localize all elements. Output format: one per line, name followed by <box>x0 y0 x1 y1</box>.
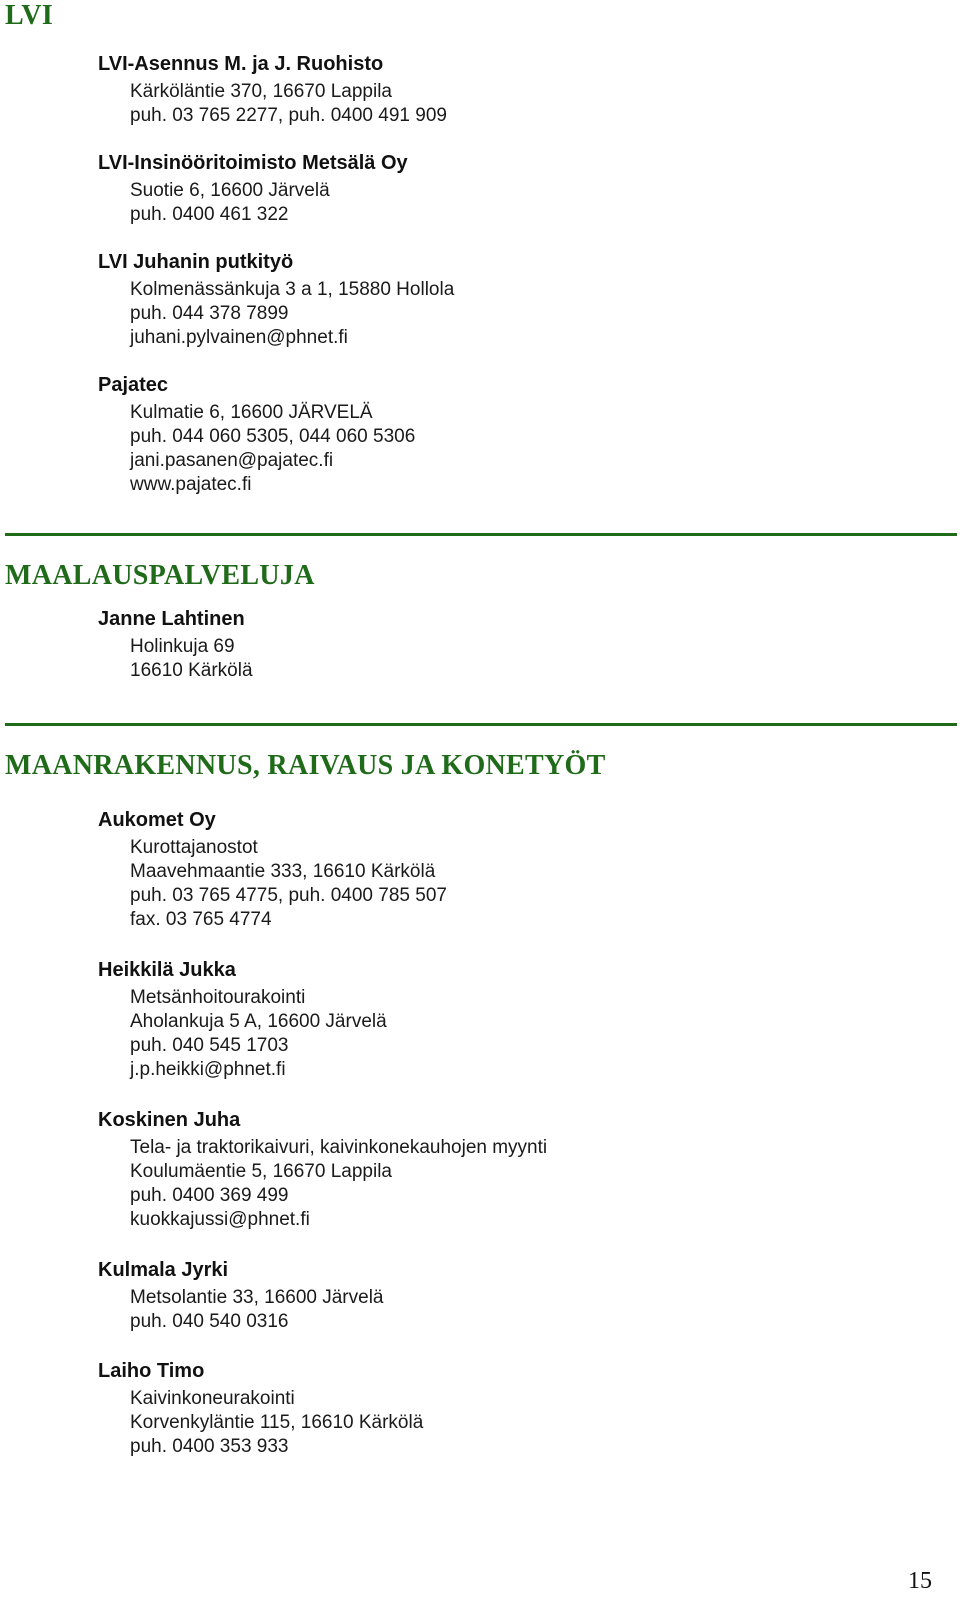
entry-phone: puh. 040 540 0316 <box>130 1311 289 1332</box>
entry-address: Metsolantie 33, 16600 Järvelä <box>130 1287 384 1308</box>
entry-address: Korvenkyläntie 115, 16610 Kärkölä <box>130 1412 424 1433</box>
entry-email[interactable]: kuokkajussi@phnet.fi <box>130 1209 310 1230</box>
entry-address: Maavehmaantie 333, 16610 Kärkölä <box>130 861 436 882</box>
entry-fax: fax. 03 765 4774 <box>130 909 272 930</box>
entry-service: Tela- ja traktorikaivuri, kaivinkonekauhojen myynti <box>130 1137 548 1158</box>
entry-address: Kärköläntie 370, 16670 Lappila <box>130 81 392 102</box>
section-title: LVI <box>5 0 54 31</box>
entry-name: Koskinen Juha <box>98 1109 241 1131</box>
entry-name: LVI-Insinööritoimisto Metsälä Oy <box>98 152 408 174</box>
entry-name: LVI Juhanin putkityö <box>98 251 294 273</box>
entry-name: Kulmala Jyrki <box>98 1259 229 1281</box>
entry-phone: puh. 040 545 1703 <box>130 1035 289 1056</box>
entry-name: Laiho Timo <box>98 1360 205 1382</box>
section-divider <box>5 723 957 726</box>
entry-phone: puh. 0400 369 499 <box>130 1185 289 1206</box>
entry-name: Pajatec <box>98 374 169 396</box>
entry-name: Aukomet Oy <box>98 809 216 831</box>
page-number: 15 <box>908 1568 932 1594</box>
entry-service: Kurottajanostot <box>130 837 258 858</box>
entry-name: Heikkilä Jukka <box>98 959 236 981</box>
entry-address: Aholankuja 5 A, 16600 Järvelä <box>130 1011 387 1032</box>
entry-website[interactable]: www.pajatec.fi <box>130 474 252 495</box>
entry-phone: puh. 03 765 4775, puh. 0400 785 507 <box>130 885 447 906</box>
entry-address: Suotie 6, 16600 Järvelä <box>130 180 330 201</box>
entry-address: Kulmatie 6, 16600 JÄRVELÄ <box>130 402 373 423</box>
entry-service: Kaivinkoneurakointi <box>130 1388 295 1409</box>
entry-email[interactable]: jani.pasanen@pajatec.fi <box>130 450 334 471</box>
entry-address: Holinkuja 69 <box>130 636 235 657</box>
section-title: MAALAUSPALVELUJA <box>5 560 315 591</box>
entry-email[interactable]: j.p.heikki@phnet.fi <box>130 1059 286 1080</box>
entry-name: Janne Lahtinen <box>98 608 245 630</box>
entry-address: Koulumäentie 5, 16670 Lappila <box>130 1161 392 1182</box>
entry-service: Metsänhoitourakointi <box>130 987 306 1008</box>
entry-phone: puh. 0400 461 322 <box>130 204 289 225</box>
entry-phone: puh. 03 765 2277, puh. 0400 491 909 <box>130 105 447 126</box>
entry-phone: puh. 044 060 5305, 044 060 5306 <box>130 426 416 447</box>
entry-phone: puh. 0400 353 933 <box>130 1436 289 1457</box>
entry-phone: puh. 044 378 7899 <box>130 303 289 324</box>
section-title: MAANRAKENNUS, RAIVAUS JA KONETYÖT <box>5 750 606 781</box>
entry-postal: 16610 Kärkölä <box>130 660 253 681</box>
entry-address: Kolmenässänkuja 3 a 1, 15880 Hollola <box>130 279 455 300</box>
entry-name: LVI-Asennus M. ja J. Ruohisto <box>98 53 384 75</box>
section-divider <box>5 533 957 536</box>
entry-email[interactable]: juhani.pylvainen@phnet.fi <box>130 327 348 348</box>
